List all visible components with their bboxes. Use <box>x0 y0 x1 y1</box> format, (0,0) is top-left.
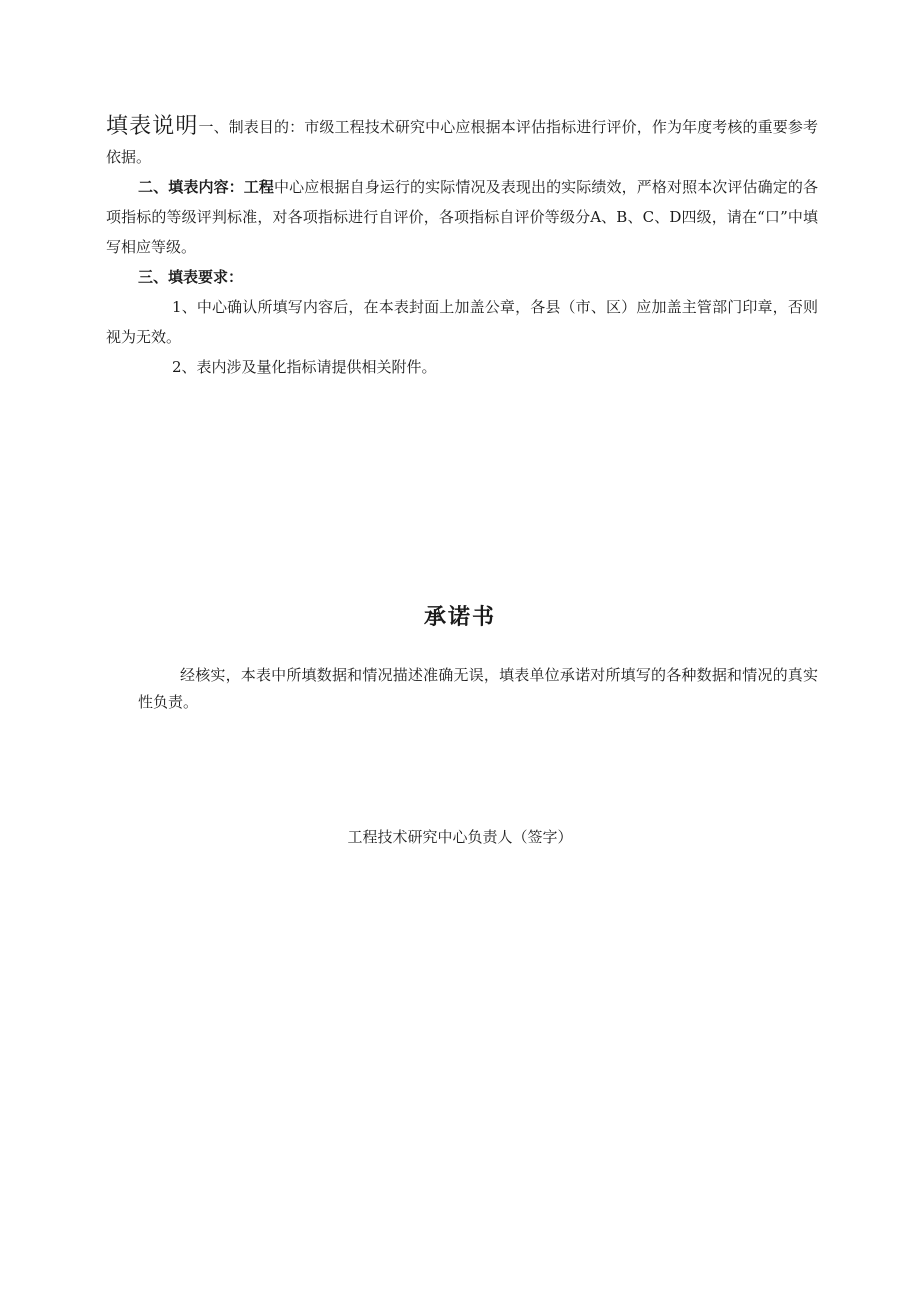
filling-instructions <box>106 112 818 382</box>
signature-line: 工程技术研究中心负责人（签字） <box>347 828 573 846</box>
requirement-item-2: 2、表内涉及量化指标请提供相关附件。 <box>172 358 437 376</box>
pledge-body: 经核实，本表中所填数据和情况描述准确无误，填表单位承诺对所填写的各种数据和情况的真实性负责。 <box>138 666 818 711</box>
requirement-item-1: 1、中心确认所填写内容后，在本表封面上加盖公章，各县（市、区）应加盖主管部门印章，否则视为无效。 <box>106 298 818 346</box>
pledge-title: 承诺书 <box>423 605 496 630</box>
instructions-heading: 填表说明 <box>106 114 199 139</box>
instruction-requirements-label: 三、填表要求： <box>138 268 244 286</box>
instruction-content-text: 中心应根据自身运行的实际情况及表现出的实际绩效，严格对照本次评估确定的各项指标的等级评判标准，对各项指标进行自评价，各项指标自评价等级分A、B、C、D四级，请在“口”中填写相应等级。 <box>106 178 818 256</box>
instruction-item-purpose <box>106 112 818 172</box>
instruction-purpose-text: 一、制表目的：市级工程技术研究中心应根据本评估指标进行评价，作为年度考核的重要参考依据。 <box>106 118 818 166</box>
instruction-content-label: 二、填表内容：工程 <box>138 178 275 196</box>
instruction-item-content <box>106 172 818 262</box>
